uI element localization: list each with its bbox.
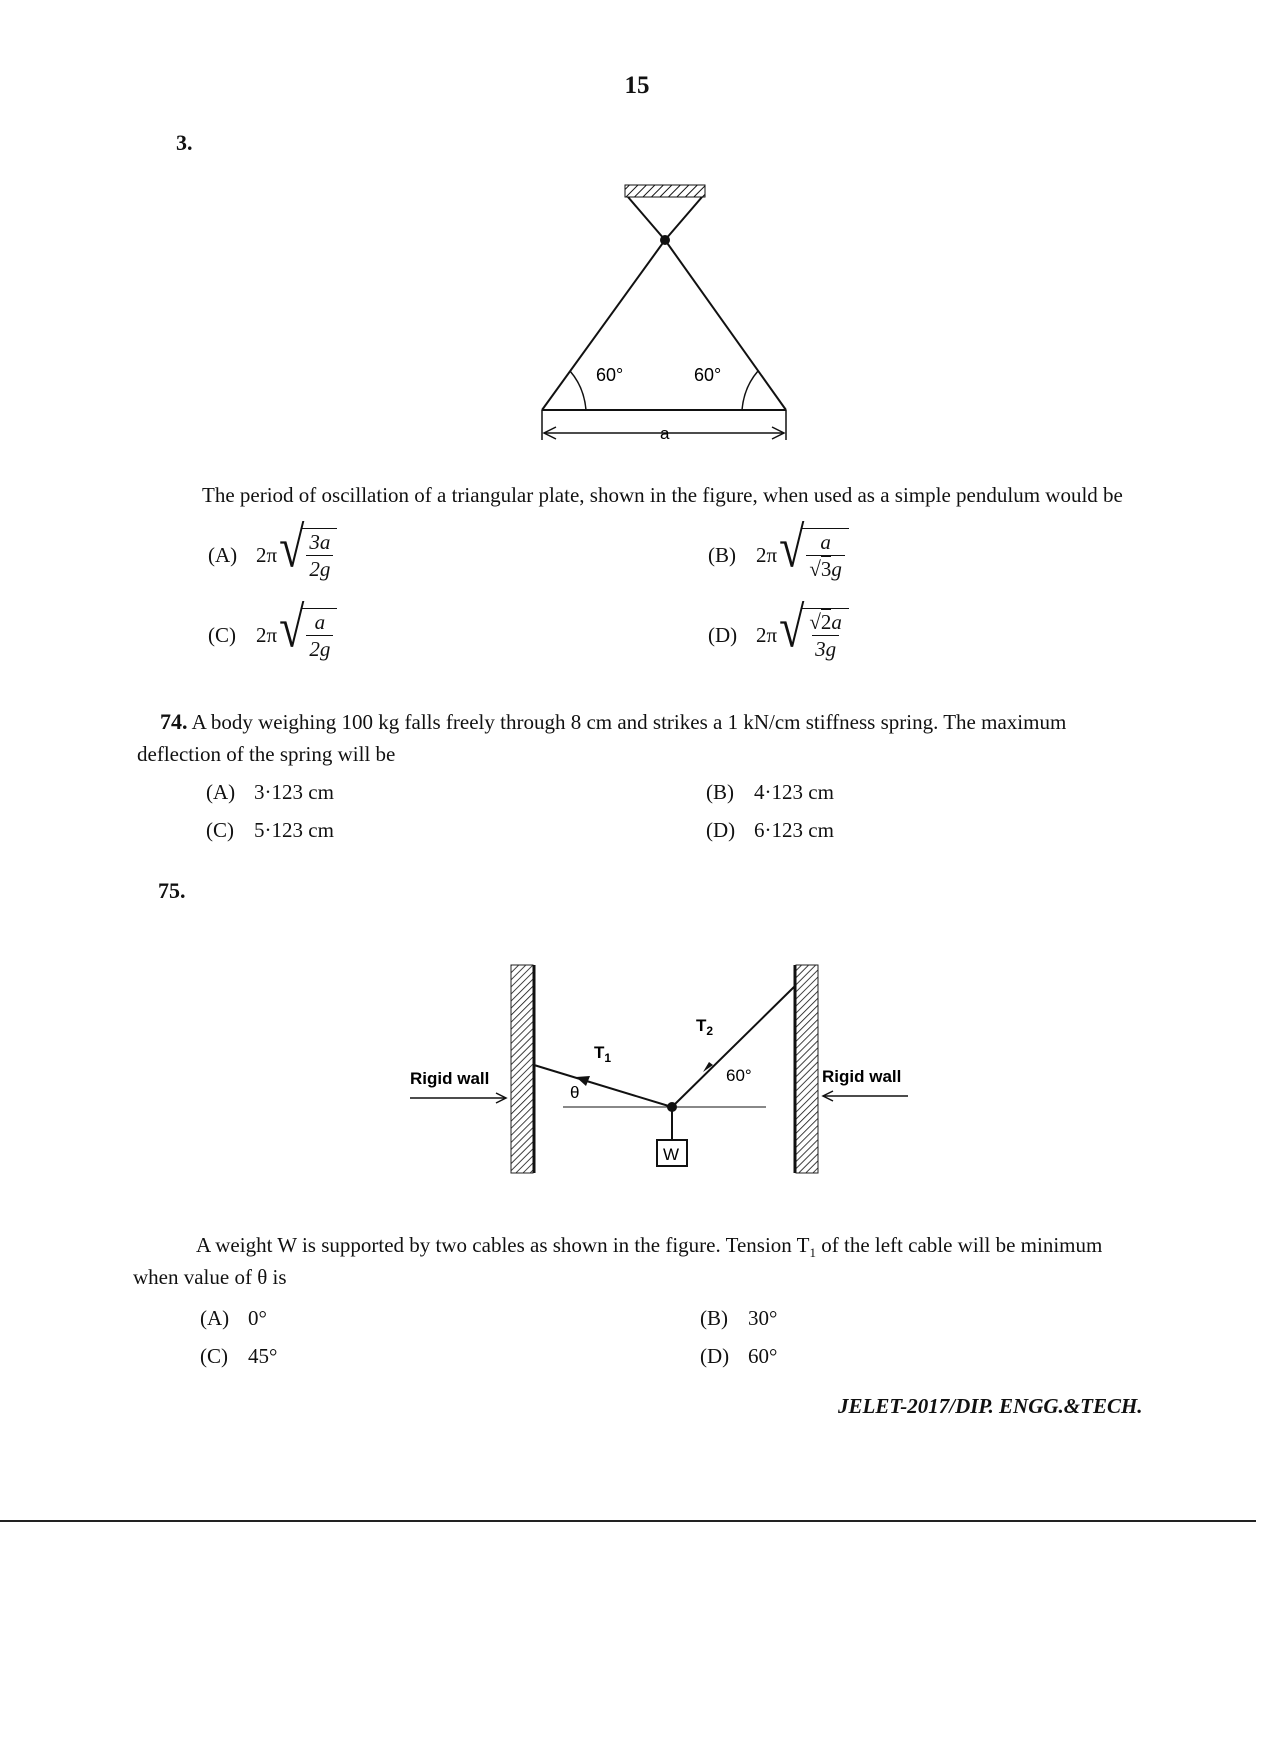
question-75-stem-line1: A weight W is supported by two cables as shown in the figure. Tension $T_1$ of the left cable will be minimum [196, 1233, 1103, 1261]
left-wall-label: Rigid wall [410, 1069, 490, 1088]
question-75-number: 75. [158, 878, 186, 903]
option-label: (D) [700, 1344, 730, 1368]
page-number: 15 [624, 72, 650, 99]
option-text: 0° [248, 1306, 267, 1330]
right-rigid-wall [796, 965, 818, 1173]
angle-left-label: 60° [596, 365, 624, 385]
formula-d: 2π √ $\frac{√2a}{3g}$ [756, 608, 849, 662]
q75-option-b[interactable] [700, 1306, 777, 1331]
right-wall-label: Rigid wall [822, 1067, 902, 1086]
option-label: (C) [206, 818, 234, 842]
question-74-stem-line2: deflection of the spring will be [137, 742, 396, 766]
q73-option-b[interactable] [708, 515, 849, 582]
option-text: 30° [748, 1306, 778, 1330]
angle-60-label: 60° [726, 1066, 752, 1085]
left-rigid-wall [511, 965, 533, 1173]
two-cable-weight-figure [408, 955, 918, 1180]
q73-option-a[interactable] [208, 515, 337, 582]
option-label: (B) [708, 542, 736, 567]
option-label: (D) [708, 622, 738, 647]
question-74-number: 74. [160, 709, 188, 734]
q75-option-a[interactable] [200, 1306, 267, 1331]
question-73-number: 3. [176, 130, 193, 155]
question-74 [160, 705, 1066, 739]
q73-option-c[interactable] [208, 595, 337, 662]
formula-b: 2π √ $\frac{a}{√3g}$ [756, 528, 849, 582]
option-text: 3·123 cm [254, 780, 334, 804]
weight-label: W [663, 1145, 680, 1164]
triangular-plate-figure [520, 175, 800, 455]
theta-label: θ [570, 1083, 580, 1102]
q74-option-a[interactable] [206, 780, 334, 805]
bottom-divider [0, 1520, 1256, 1522]
formula-a: 2π √ $\frac{3a}{2g}$ [256, 528, 337, 582]
option-label: (B) [706, 780, 734, 804]
q74-option-d[interactable] [706, 818, 834, 843]
option-label: (B) [700, 1306, 728, 1330]
option-label: (C) [208, 622, 236, 647]
option-label: (A) [208, 542, 238, 567]
option-label: (D) [706, 818, 736, 842]
option-text: 6·123 cm [754, 818, 834, 842]
q74-option-c[interactable] [206, 818, 334, 843]
q74-option-b[interactable] [706, 780, 834, 805]
option-text: 4·123 cm [754, 780, 834, 804]
ceiling-support [625, 185, 705, 197]
t1-label: $T_1$ [594, 1043, 612, 1065]
q73-option-d[interactable] [708, 595, 849, 662]
t2-label: $T_2$ [696, 1016, 714, 1038]
base-length-label: a [660, 424, 670, 443]
page-footer: JELET-2017/DIP. ENGG.&TECH. [838, 1394, 1143, 1418]
question-73-stem: The period of oscillation of a triangular plate, shown in the figure, when used as a simple pendulum would be [202, 483, 1123, 507]
option-text: 60° [748, 1344, 778, 1368]
angle-right-label: 60° [694, 365, 722, 385]
option-label: (C) [200, 1344, 228, 1368]
option-text: 5·123 cm [254, 818, 334, 842]
question-74-stem-line1: A body weighing 100 kg falls freely through 8 cm and strikes a 1 kN/cm stiffness spring. The maximum [191, 710, 1067, 734]
formula-c: 2π √ $\frac{a}{2g}$ [256, 608, 337, 662]
option-label: (A) [200, 1306, 230, 1330]
q75-option-d[interactable] [700, 1344, 777, 1369]
question-75-stem-line2: when value of θ is [133, 1265, 287, 1289]
q75-option-c[interactable] [200, 1344, 277, 1369]
option-text: 45° [248, 1344, 278, 1368]
option-label: (A) [206, 780, 236, 804]
